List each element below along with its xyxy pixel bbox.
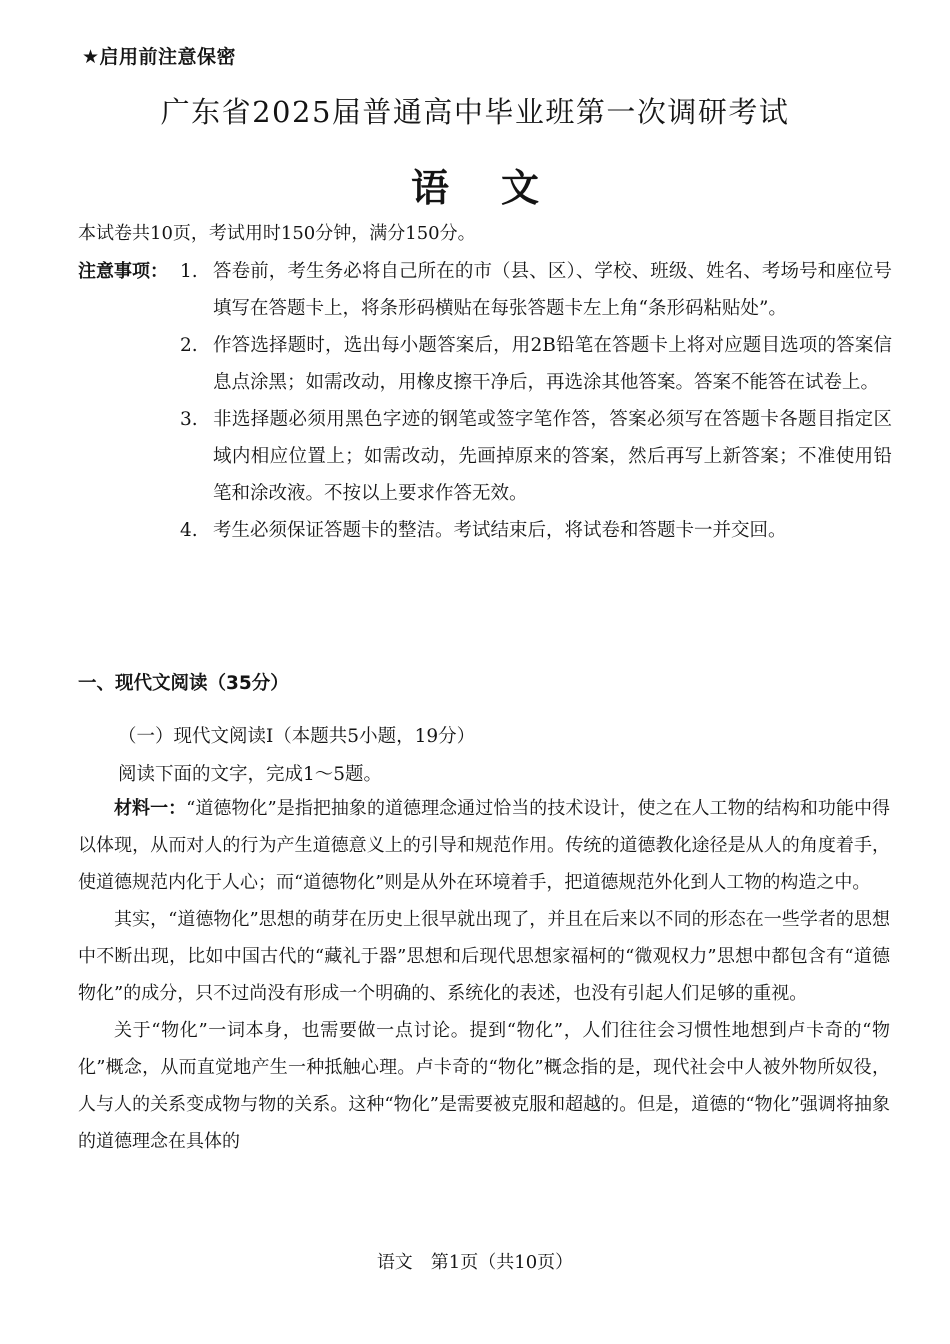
- reading-passage: [78, 790, 890, 1160]
- material-label: 材料一：: [114, 798, 187, 819]
- notice-text: 考生必须保证答题卡的整洁。考试结束后，将试卷和答题卡一并交回。: [213, 520, 787, 541]
- notice-number: 2.: [180, 335, 198, 356]
- passage-paragraph: [78, 901, 890, 1012]
- notice-text: 作答选择题时，选出每小题答案后，用2B铅笔在答题卡上将对应题目选项的答案信息点涂黑；如需改动，用橡皮擦干净后，再选涂其他答案。答案不能答在试卷上。: [213, 335, 892, 393]
- confidential-notice: ★启用前注意保密: [82, 46, 237, 68]
- paragraph-text: 其实，“道德物化”思想的萌芽在历史上很早就出现了，并且在后来以不同的形态在一些学者的思想中不断出现，比如中国古代的“藏礼于器”思想和后现代思想家福柯的“微观权力”思想中都包含有“道德物化”的成分，只不过尚没有形成一个明确的、系统化的表述，也没有引起人们足够的重视。: [78, 909, 890, 1004]
- reading-instruction: 阅读下面的文字，完成1～5题。: [118, 764, 383, 785]
- notice-number: 1.: [180, 261, 198, 282]
- notice-item: [180, 253, 892, 327]
- notice-number: 3.: [180, 409, 198, 430]
- notice-item: [180, 401, 892, 512]
- notice-label: 注意事项：: [78, 261, 168, 282]
- passage-paragraph: [78, 790, 890, 901]
- notice-text: 答卷前，考生务必将自己所在的市（县、区）、学校、班级、姓名、考场号和座位号填写在答题卡上，将条形码横贴在每张答题卡左上角“条形码粘贴处”。: [213, 261, 892, 319]
- passage-paragraph: [78, 1012, 890, 1160]
- subject-title: 语文: [410, 166, 591, 210]
- subsection-heading: （一）现代文阅读Ⅰ（本题共5小题，19分）: [118, 726, 476, 747]
- notice-item: [180, 512, 892, 549]
- page-footer: 语文 第1页（共10页）: [376, 1252, 574, 1273]
- exam-title: 广东省2025届普通高中毕业班第一次调研考试: [160, 95, 790, 129]
- paragraph-text: 关于“物化”一词本身，也需要做一点讨论。提到“物化”，人们往往会习惯性地想到卢卡奇的“物化”概念，从而直觉地产生一种抵触心理。卢卡奇的“物化”概念指的是，现代社会中人被外物所奴役，人与人的关系变成物与物的关系。这种“物化”是需要被克服和超越的。但是，道德的“物化”强调将抽象的道德理念在具体的: [78, 1020, 890, 1152]
- notice-text: 非选择题必须用黑色字迹的钢笔或签字笔作答，答案必须写在答题卡各题目指定区域内相应位置上；如需改动，先画掉原来的答案，然后再写上新答案；不准使用铅笔和涂改液。不按以上要求作答无效。: [213, 409, 892, 504]
- notice-list: [180, 253, 892, 549]
- notice-number: 4.: [180, 520, 198, 541]
- exam-info: 本试卷共10页，考试用时150分钟，满分150分。: [78, 223, 476, 244]
- notice-item: [180, 327, 892, 401]
- section-heading: 一、现代文阅读（35分）: [78, 673, 289, 694]
- paragraph-text: “道德物化”是指把抽象的道德理念通过恰当的技术设计，使之在人工物的结构和功能中得以体现，从而对人的行为产生道德意义上的引导和规范作用。传统的道德教化途径是从人的角度着手，使道德规范内化于人心；而“道德物化”则是从外在环境着手，把道德规范外化到人工物的构造之中。: [78, 798, 891, 893]
